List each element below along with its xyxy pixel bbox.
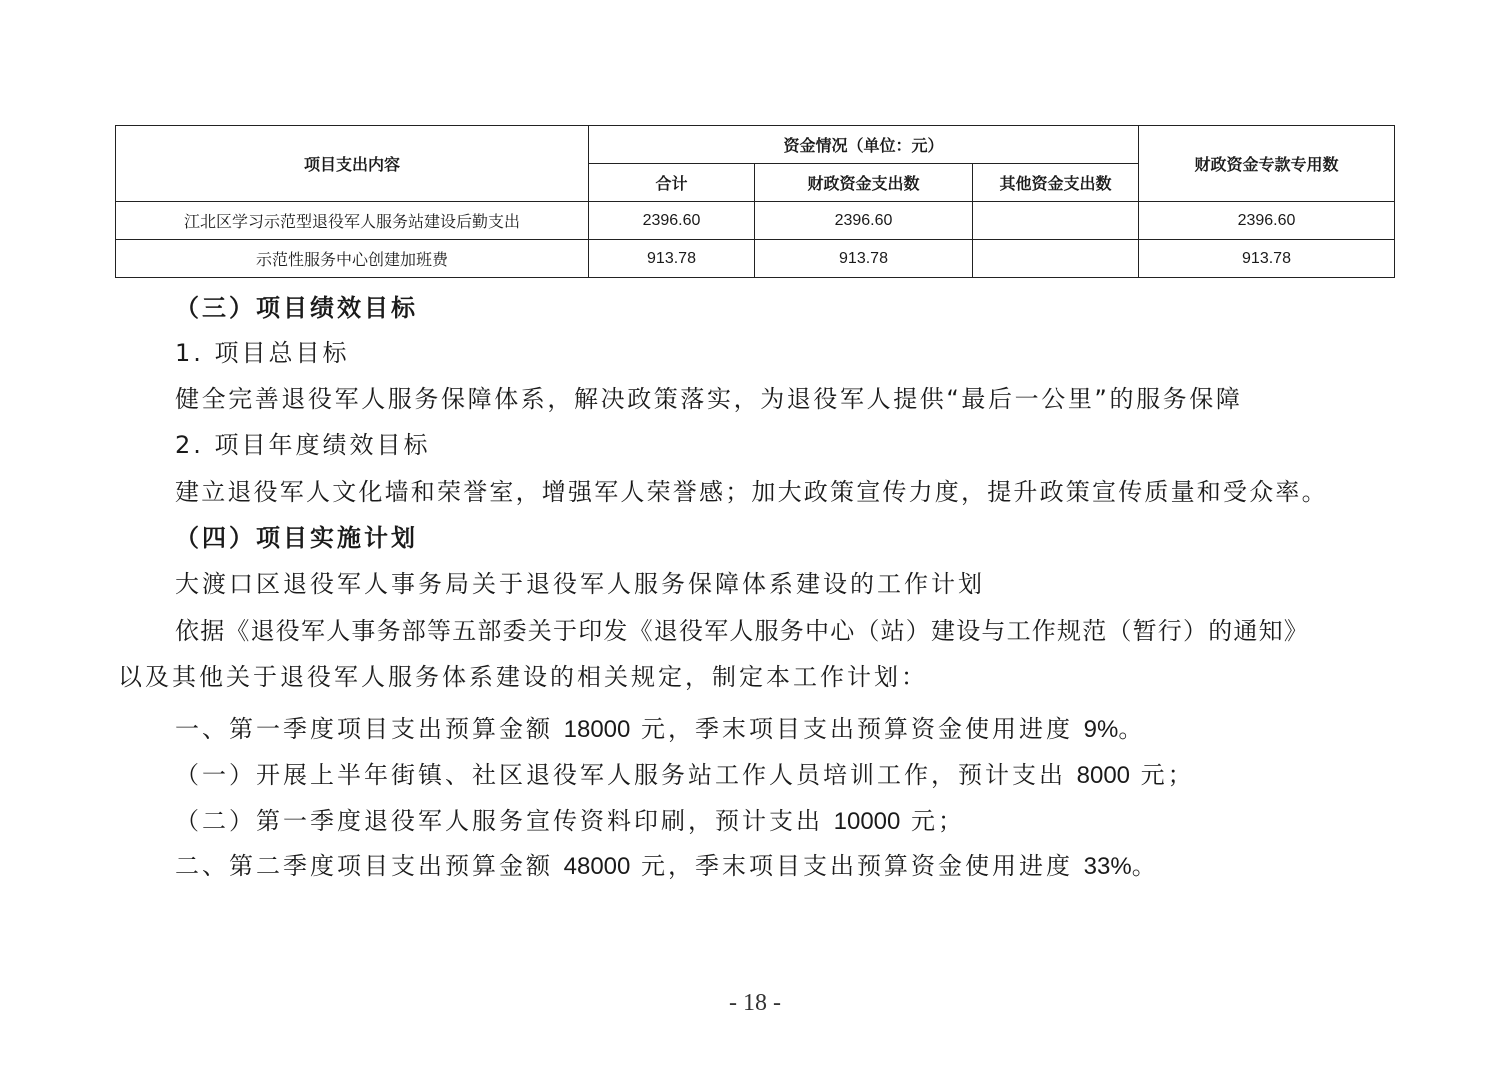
goal1-title: 1. 项目总目标 bbox=[175, 339, 350, 367]
cell-total: 913.78 bbox=[589, 240, 755, 278]
q2-prefix: 二、第二季度项目支出预算金额 bbox=[175, 852, 564, 880]
goal1-text: 健全完善退役军人服务保障体系，解决政策落实，为退役军人提供“最后一公里”的服务保障 bbox=[175, 385, 1243, 413]
cell-fiscal: 913.78 bbox=[755, 240, 973, 278]
q2-suffix: 。 bbox=[1131, 852, 1159, 880]
section3-title: （三）项目绩效目标 bbox=[175, 294, 418, 322]
plan-intro-line2: 以及其他关于退役军人服务体系建设的相关规定，制定本工作计划： bbox=[118, 663, 928, 691]
q1-item1-line bbox=[175, 755, 1195, 790]
table-header-row bbox=[116, 126, 1395, 164]
cell-other bbox=[973, 202, 1139, 240]
header-total: 合计 bbox=[589, 164, 755, 202]
q1-budget-line bbox=[175, 709, 1145, 744]
cell-item: 江北区学习示范型退役军人服务站建设后勤支出 bbox=[116, 202, 589, 240]
header-special: 财政资金专款专用数 bbox=[1139, 126, 1395, 202]
q1-item2-line bbox=[175, 801, 965, 836]
q2-progress: 33% bbox=[1083, 853, 1132, 880]
header-fiscal: 财政资金支出数 bbox=[755, 164, 973, 202]
budget-table bbox=[115, 125, 1395, 278]
header-other: 其他资金支出数 bbox=[973, 164, 1139, 202]
q1-item1-prefix: （一）开展上半年街镇、社区退役军人服务站工作人员培训工作，预计支出 bbox=[175, 761, 1077, 789]
section4-title: （四）项目实施计划 bbox=[175, 524, 418, 552]
plan-title: 大渡口区退役军人事务局关于退役军人服务保障体系建设的工作计划 bbox=[175, 570, 985, 598]
plan-intro-line1: 依据《退役军人事务部等五部委关于印发《退役军人服务中心（站）建设与工作规范（暂行）的通知》 bbox=[175, 617, 1309, 645]
q2-amount: 48000 bbox=[563, 853, 631, 880]
cell-total: 2396.60 bbox=[589, 202, 755, 240]
q1-progress: 9% bbox=[1083, 716, 1119, 743]
page-number: - 18 - bbox=[729, 990, 781, 1016]
goal2-title: 2. 项目年度绩效目标 bbox=[175, 431, 431, 459]
q1-amount: 18000 bbox=[563, 716, 631, 743]
header-item: 项目支出内容 bbox=[116, 126, 589, 202]
q1-item2-suffix: 元； bbox=[900, 807, 966, 835]
q2-budget-line bbox=[175, 846, 1159, 881]
header-funding-group: 资金情况（单位：元） bbox=[589, 126, 1139, 164]
table-row bbox=[116, 240, 1395, 278]
q1-item1-suffix: 元； bbox=[1130, 761, 1195, 789]
q1-middle: 元，季末项目支出预算资金使用进度 bbox=[630, 715, 1084, 743]
cell-item: 示范性服务中心创建加班费 bbox=[116, 240, 589, 278]
q2-middle: 元，季末项目支出预算资金使用进度 bbox=[630, 852, 1084, 880]
cell-other bbox=[973, 240, 1139, 278]
goal2-text: 建立退役军人文化墙和荣誉室，增强军人荣誉感；加大政策宣传力度，提升政策宣传质量和受众率。 bbox=[175, 478, 1328, 506]
cell-special: 913.78 bbox=[1139, 240, 1395, 278]
q1-item1-amount: 8000 bbox=[1076, 762, 1131, 789]
cell-special: 2396.60 bbox=[1139, 202, 1395, 240]
q1-prefix: 一、第一季度项目支出预算金额 bbox=[175, 715, 564, 743]
cell-fiscal: 2396.60 bbox=[755, 202, 973, 240]
q1-item2-prefix: （二）第一季度退役军人服务宣传资料印刷，预计支出 bbox=[175, 807, 834, 835]
q1-item2-amount: 10000 bbox=[833, 808, 901, 835]
q1-suffix: 。 bbox=[1118, 715, 1146, 743]
table-row bbox=[116, 202, 1395, 240]
